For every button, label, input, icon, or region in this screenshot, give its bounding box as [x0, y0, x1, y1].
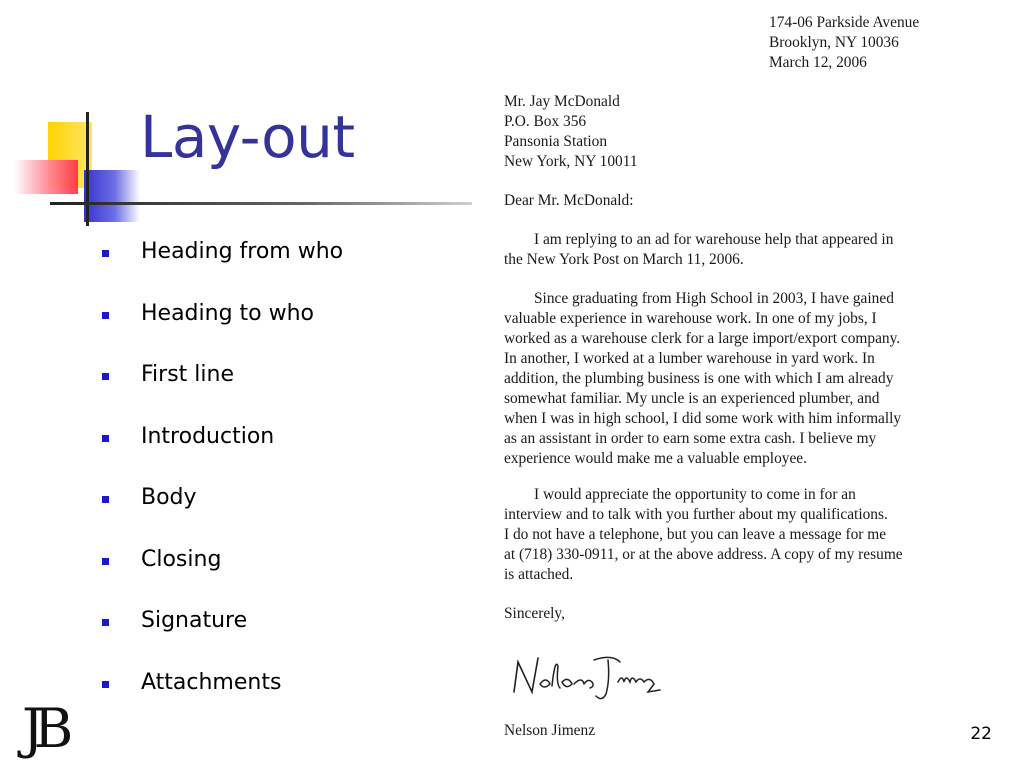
paragraph-line: at (718) 330-0911, or at the above address. A copy of my resume	[504, 546, 903, 563]
paragraph-line: as an assistant in order to earn some extra cash. I believe my	[504, 430, 877, 447]
title-underline	[50, 202, 472, 205]
bullet-label: Heading from who	[141, 239, 344, 264]
handwritten-signature	[508, 648, 668, 710]
complimentary-close: Sincerely,	[504, 605, 565, 622]
bullet-icon	[102, 435, 109, 442]
paragraph-line: I am replying to an ad for warehouse help that appeared in	[534, 231, 894, 248]
page-number: 22	[970, 724, 992, 744]
paragraph-line: somewhat familiar. My uncle is an experienced plumber, and	[504, 390, 880, 407]
jb-logo: JB	[22, 697, 64, 760]
recipient-line: Pansonia Station	[504, 133, 608, 150]
paragraph-line: when I was in high school, I did some work with him informally	[504, 410, 902, 427]
paragraph-line: interview and to talk with you further about my qualifications.	[504, 506, 888, 523]
blue-square	[84, 170, 140, 222]
paragraph-line: experience would make me a valuable employee.	[504, 450, 807, 467]
bullet-icon	[102, 558, 109, 565]
paragraph-body	[504, 289, 996, 469]
recipient-line: P.O. Box 356	[504, 113, 587, 130]
sender-address	[769, 13, 919, 73]
bullet-label: First line	[141, 362, 234, 387]
slide-title: Lay-out	[140, 103, 355, 171]
bullet-label: Heading to who	[141, 300, 315, 326]
sender-date: March 12, 2006	[769, 54, 867, 71]
paragraph-line: I would appreciate the opportunity to come in for an	[534, 486, 856, 503]
paragraph-line: the New York Post on March 11, 2006.	[504, 251, 744, 268]
recipient-address	[504, 92, 638, 172]
sender-line: 174-06 Parkside Avenue	[769, 14, 920, 31]
paragraph-line: In another, I worked at a lumber warehouse in yard work. In	[504, 350, 875, 367]
bullet-icon	[102, 496, 109, 503]
paragraph-line: worked as a warehouse clerk for a large import/export company.	[504, 330, 901, 347]
bullet-label: Introduction	[141, 423, 275, 449]
bullet-icon	[102, 250, 109, 257]
bullet-icon	[102, 312, 109, 319]
vertical-rule	[86, 112, 89, 226]
paragraph-line: I do not have a telephone, but you can leave a message for me	[504, 526, 887, 543]
paragraph-line: addition, the plumbing business is one with which I am already	[504, 370, 894, 387]
signer-name: Nelson Jimenz	[504, 722, 596, 739]
paragraph-line: Since graduating from High School in 2003, I have gained	[534, 290, 894, 307]
bullet-icon	[102, 619, 109, 626]
bullet-icon	[102, 681, 109, 688]
bullet-label: Closing	[141, 546, 222, 572]
sample-letter	[504, 0, 1004, 768]
bullet-label: Body	[141, 485, 197, 510]
paragraph-line: valuable experience in warehouse work. In one of my jobs, I	[504, 310, 877, 327]
recipient-line: Mr. Jay McDonald	[504, 93, 620, 110]
paragraph-intro	[504, 230, 996, 270]
bullet-label: Signature	[141, 608, 248, 633]
bullet-label: Attachments	[141, 669, 282, 695]
bullet-icon	[102, 373, 109, 380]
recipient-line: New York, NY 10011	[504, 153, 638, 170]
red-square	[14, 160, 78, 194]
sender-line: Brooklyn, NY 10036	[769, 34, 899, 51]
paragraph-line: is attached.	[504, 566, 574, 583]
paragraph-closing	[504, 485, 996, 585]
salutation: Dear Mr. McDonald:	[504, 192, 634, 209]
